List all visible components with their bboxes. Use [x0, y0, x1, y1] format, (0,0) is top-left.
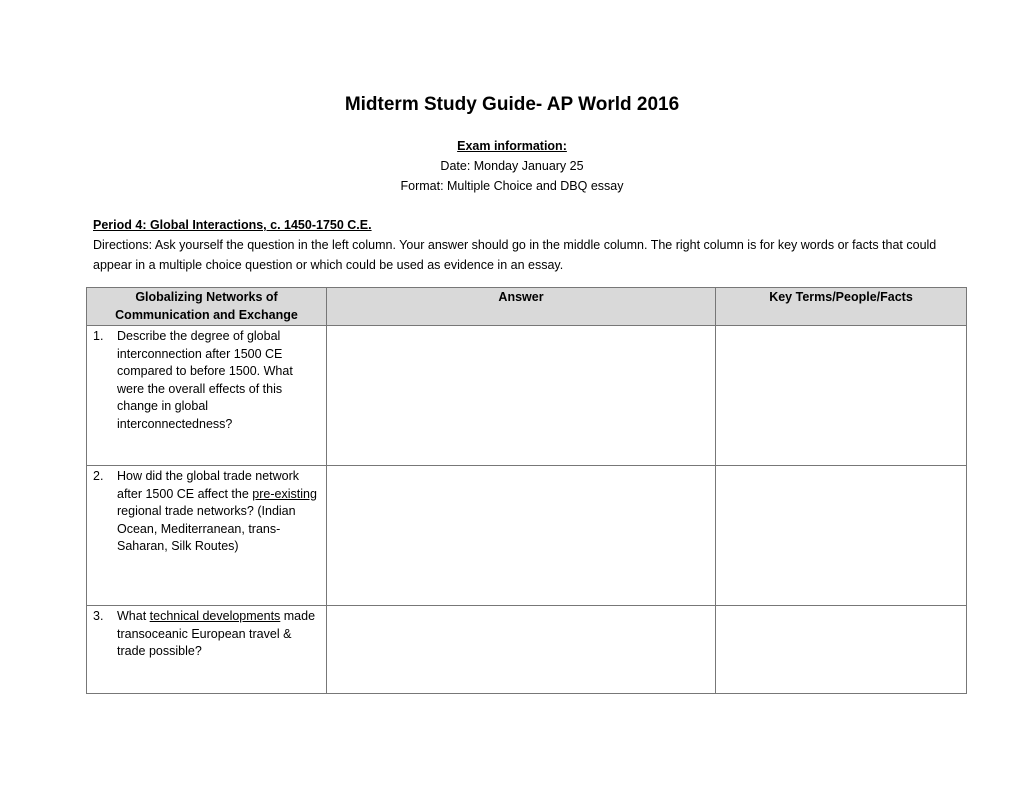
question-text-part: How did the global trade network after 1500 CE affect the [117, 469, 300, 501]
study-guide-table [86, 287, 967, 694]
key-terms-cell[interactable] [716, 326, 967, 466]
question-text-part: regional trade networks? (Indian Ocean, Mediterranean, trans-Saharan, Silk Routes) [117, 504, 296, 553]
question-cell [87, 466, 327, 606]
question-cell [87, 606, 327, 694]
key-terms-cell[interactable] [716, 606, 967, 694]
exam-info [0, 136, 1024, 196]
question-number: 2. [93, 469, 104, 483]
exam-format: Format: Multiple Choice and DBQ essay [400, 179, 624, 193]
question-text-part: made transoceanic European travel & trade possible? [117, 609, 316, 658]
table-row [87, 466, 967, 606]
header-answer: Answer [327, 288, 716, 326]
header-key-terms: Key Terms/People/Facts [716, 288, 967, 326]
question-text-underlined: technical developments [149, 609, 281, 623]
period-section [93, 215, 953, 275]
directions-text: Directions: Ask yourself the question in the left column. Your answer should go in the middle column. The right column is for key words or facts that could appear in a multiple choice question or which could be used as evidence in an essay. [93, 238, 937, 272]
header-topic: Globalizing Networks of Communication and Exchange [87, 288, 327, 326]
question-text [117, 608, 320, 661]
question-text [117, 468, 320, 556]
answer-cell[interactable] [327, 606, 716, 694]
question-text-part: What [117, 609, 150, 623]
question-number: 1. [93, 329, 104, 343]
question-number: 3. [93, 609, 104, 623]
table-row [87, 606, 967, 694]
key-terms-cell[interactable] [716, 466, 967, 606]
exam-date: Date: Monday January 25 [440, 159, 584, 173]
question-text: Describe the degree of global interconnection after 1500 CE compared to before 1500. What were the overall effects of this change in global interconnectedness? [117, 329, 293, 431]
question-cell [87, 326, 327, 466]
table-header-row [87, 288, 967, 326]
period-heading: Period 4: Global Interactions, c. 1450-1750 C.E. [93, 218, 372, 232]
exam-info-heading: Exam information: [457, 139, 567, 153]
table-row [87, 326, 967, 466]
question-text-underlined: pre-existing [252, 486, 317, 501]
answer-cell[interactable] [327, 326, 716, 466]
answer-cell[interactable] [327, 466, 716, 606]
page-title: Midterm Study Guide- AP World 2016 [344, 94, 680, 115]
